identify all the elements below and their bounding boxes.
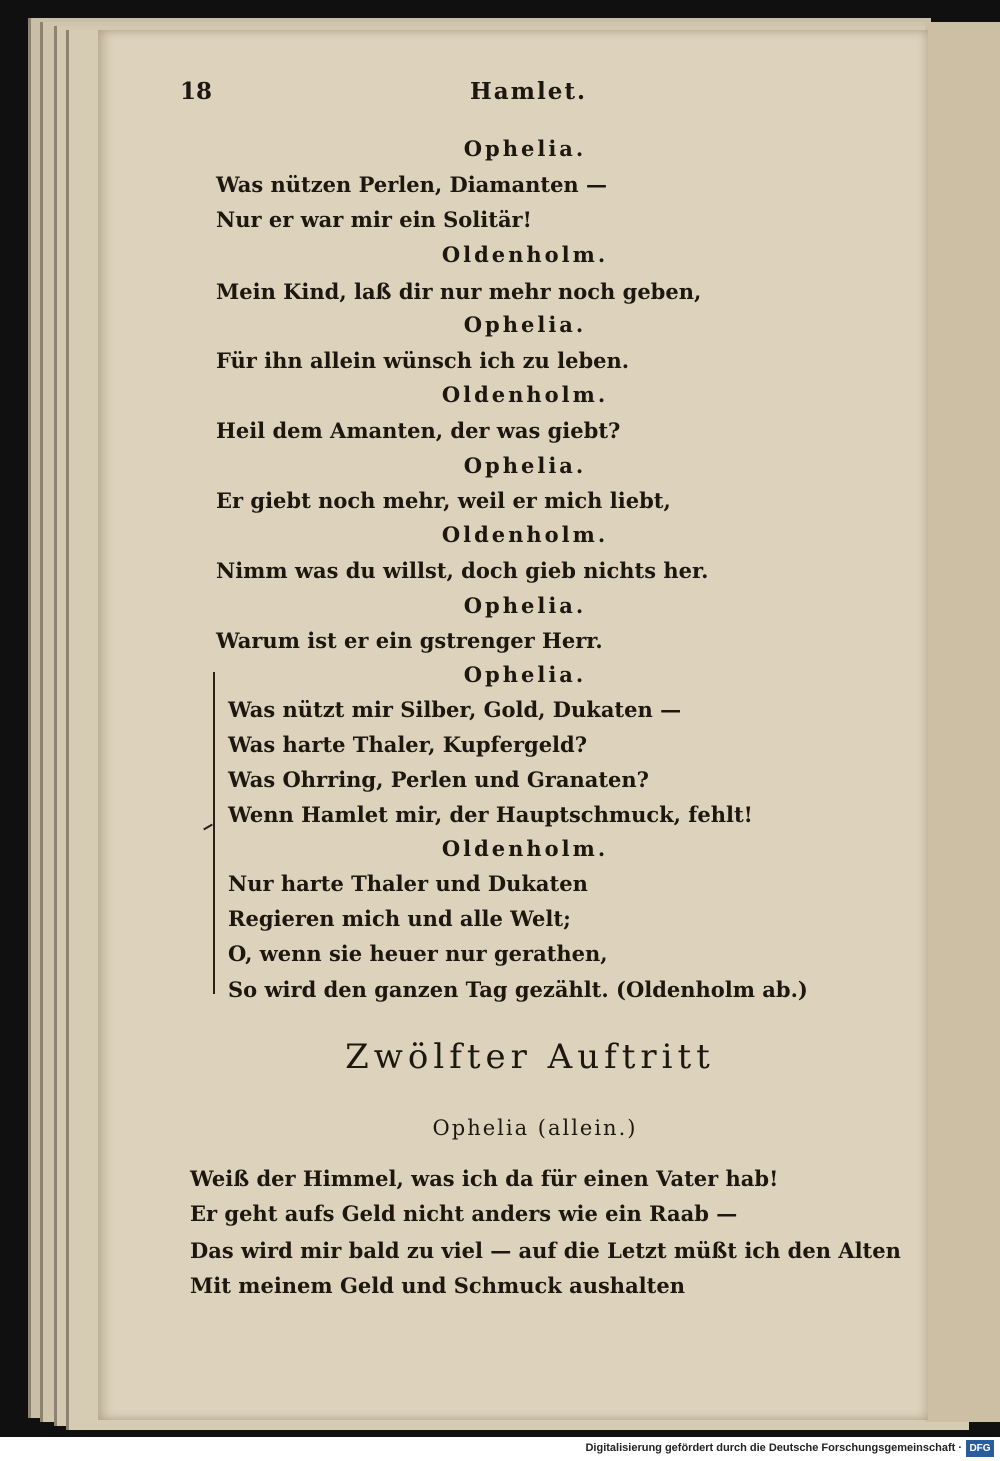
prose-line: Mit meinem Geld und Schmuck aushalten bbox=[190, 1273, 685, 1298]
verse-line: Er giebt noch mehr, weil er mich liebt, bbox=[216, 488, 671, 513]
verse-line: Heil dem Amanten, der was giebt? bbox=[216, 418, 621, 443]
page-number: 18 bbox=[180, 78, 213, 105]
speaker-name: Oldenholm. bbox=[441, 522, 609, 547]
running-title: Hamlet. bbox=[470, 78, 587, 105]
speaker-name: Oldenholm. bbox=[441, 836, 609, 861]
scene-speaker: Ophelia (allein.) bbox=[432, 1116, 638, 1140]
verse-line: Mein Kind, laß dir nur mehr noch geben, bbox=[216, 279, 702, 304]
verse-line: Wenn Hamlet mir, der Hauptschmuck, fehlt! bbox=[228, 802, 753, 827]
verse-bracket bbox=[213, 672, 223, 994]
speaker-name: Ophelia. bbox=[463, 662, 587, 687]
verse-line: Was nützt mir Silber, Gold, Dukaten — bbox=[228, 697, 682, 722]
speaker-name: Ophelia. bbox=[463, 453, 587, 478]
verse-line: Was harte Thaler, Kupfergeld? bbox=[228, 732, 588, 757]
scene-heading: Zwölfter Auftritt bbox=[345, 1037, 715, 1077]
funding-credit: Digitalisierung gefördert durch die Deutsche Forschungsgemeinschaft · bbox=[585, 1442, 962, 1454]
speaker-name: Oldenholm. bbox=[441, 242, 609, 267]
verse-line: Nimm was du willst, doch gieb nichts her. bbox=[216, 558, 709, 583]
verse-line: Nur er war mir ein Solitär! bbox=[216, 207, 532, 232]
verse-line: Warum ist er ein gstrenger Herr. bbox=[216, 628, 603, 653]
verse-line: Nur harte Thaler und Dukaten bbox=[228, 871, 588, 896]
facing-page-edge bbox=[925, 22, 1000, 1422]
speaker-name: Oldenholm. bbox=[441, 382, 609, 407]
verse-line: Regieren mich und alle Welt; bbox=[228, 906, 571, 931]
verse-line: So wird den ganzen Tag gezählt. (Oldenholm ab.) bbox=[228, 977, 808, 1002]
dfg-logo: DFG bbox=[966, 1440, 994, 1457]
speaker-name: Ophelia. bbox=[463, 312, 587, 337]
verse-line: Was Ohrring, Perlen und Granaten? bbox=[228, 767, 649, 792]
speaker-name: Ophelia. bbox=[463, 136, 587, 161]
prose-line: Er geht aufs Geld nicht anders wie ein Raab — bbox=[190, 1201, 738, 1226]
verse-line: O, wenn sie heuer nur gerathen, bbox=[228, 941, 608, 966]
prose-line: Weiß der Himmel, was ich da für einen Vater hab! bbox=[190, 1166, 779, 1191]
speaker-name: Ophelia. bbox=[463, 593, 587, 618]
verse-line: Was nützen Perlen, Diamanten — bbox=[216, 172, 608, 197]
verse-line: Für ihn allein wünsch ich zu leben. bbox=[216, 348, 630, 373]
prose-line: Das wird mir bald zu viel — auf die Letzt müßt ich den Alten bbox=[190, 1238, 901, 1263]
